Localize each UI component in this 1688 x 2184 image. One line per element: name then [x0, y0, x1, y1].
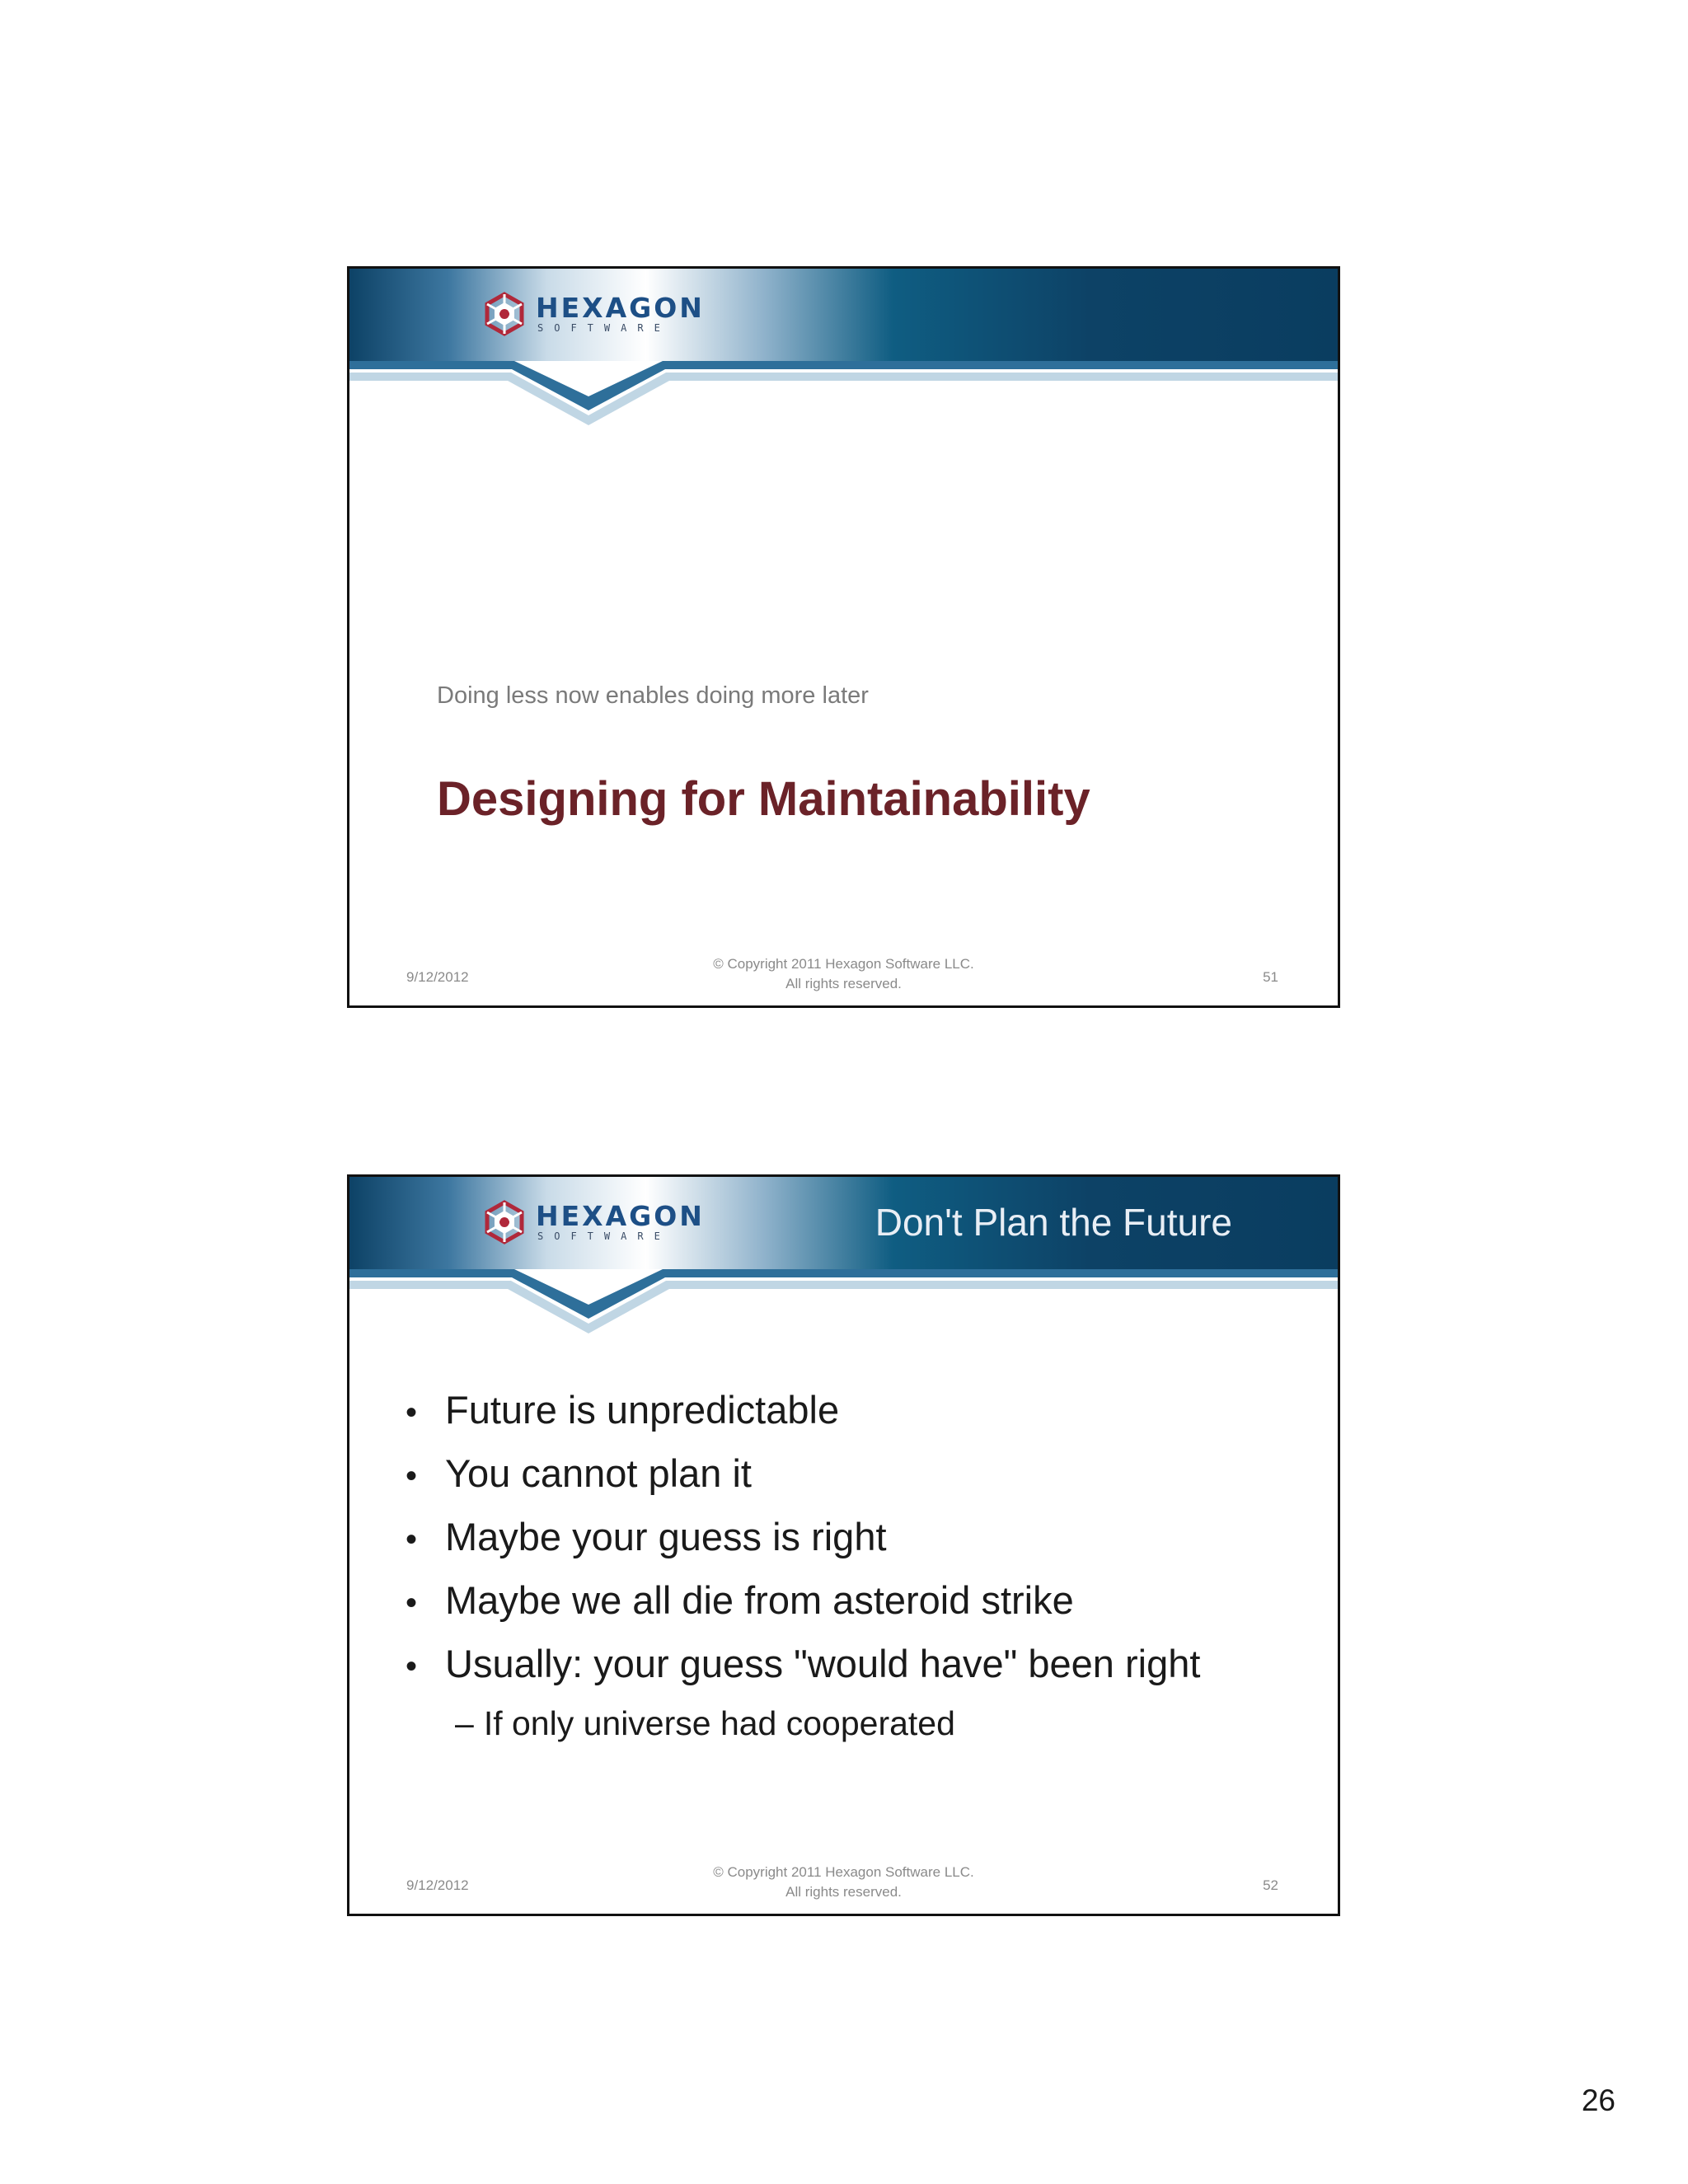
footer-copyright	[349, 1863, 1338, 1902]
bullet-text: Maybe your guess is right	[445, 1515, 887, 1558]
bullet-dot-icon: •	[406, 1648, 418, 1685]
bullet-item	[406, 1641, 1200, 1704]
slide-title: Don't Plan the Future	[874, 1201, 1232, 1244]
bullet-item	[406, 1514, 1200, 1577]
footer-date: 9/12/2012	[406, 969, 469, 985]
bullet-item	[406, 1451, 1200, 1514]
bullet-dot-icon: •	[406, 1521, 418, 1558]
bullet-item	[406, 1387, 1200, 1451]
footer-copyright	[349, 954, 1338, 994]
bullet-text: You cannot plan it	[445, 1451, 752, 1495]
sub-bullet-item	[455, 1704, 1200, 1762]
logo-subword: SOFTWARE	[537, 1230, 671, 1242]
bullet-text: Usually: your guess "would have" been right	[445, 1642, 1201, 1685]
copyright-line-2: All rights reserved.	[785, 976, 902, 991]
bullet-dot-icon: •	[406, 1394, 418, 1431]
bullet-dot-icon: •	[406, 1458, 418, 1494]
slide-52	[347, 1174, 1340, 1916]
bullet-dot-icon: •	[406, 1585, 418, 1621]
logo-word: HEXAGON	[536, 292, 705, 324]
page-number: 26	[1581, 2083, 1615, 2117]
bullet-item	[406, 1577, 1200, 1641]
copyright-line-2: All rights reserved.	[785, 1884, 902, 1900]
section-heading: Designing for Maintainability	[437, 772, 1090, 826]
slide-number: 51	[1263, 969, 1278, 985]
slide-subtitle: Doing less now enables doing more later	[437, 682, 869, 709]
logo-subword: SOFTWARE	[537, 322, 671, 334]
logo-word: HEXAGON	[536, 1200, 705, 1232]
footer-date: 9/12/2012	[406, 1877, 469, 1893]
hexagon-logo-icon	[481, 1199, 528, 1245]
hexagon-logo-icon	[481, 291, 528, 337]
slide-number: 52	[1263, 1877, 1278, 1893]
hexagon-logo	[481, 289, 705, 339]
bullet-list	[406, 1387, 1200, 1762]
copyright-line-1: © Copyright 2011 Hexagon Software LLC.	[713, 1864, 974, 1880]
bullet-text: Future is unpredictable	[445, 1388, 840, 1432]
sub-bullet-text: If only universe had cooperated	[483, 1704, 955, 1742]
hexagon-logo	[481, 1197, 705, 1247]
bullet-text: Maybe we all die from asteroid strike	[445, 1578, 1074, 1622]
copyright-line-1: © Copyright 2011 Hexagon Software LLC.	[713, 956, 974, 972]
dash-icon: –	[455, 1704, 474, 1742]
slide-51	[347, 266, 1340, 1008]
